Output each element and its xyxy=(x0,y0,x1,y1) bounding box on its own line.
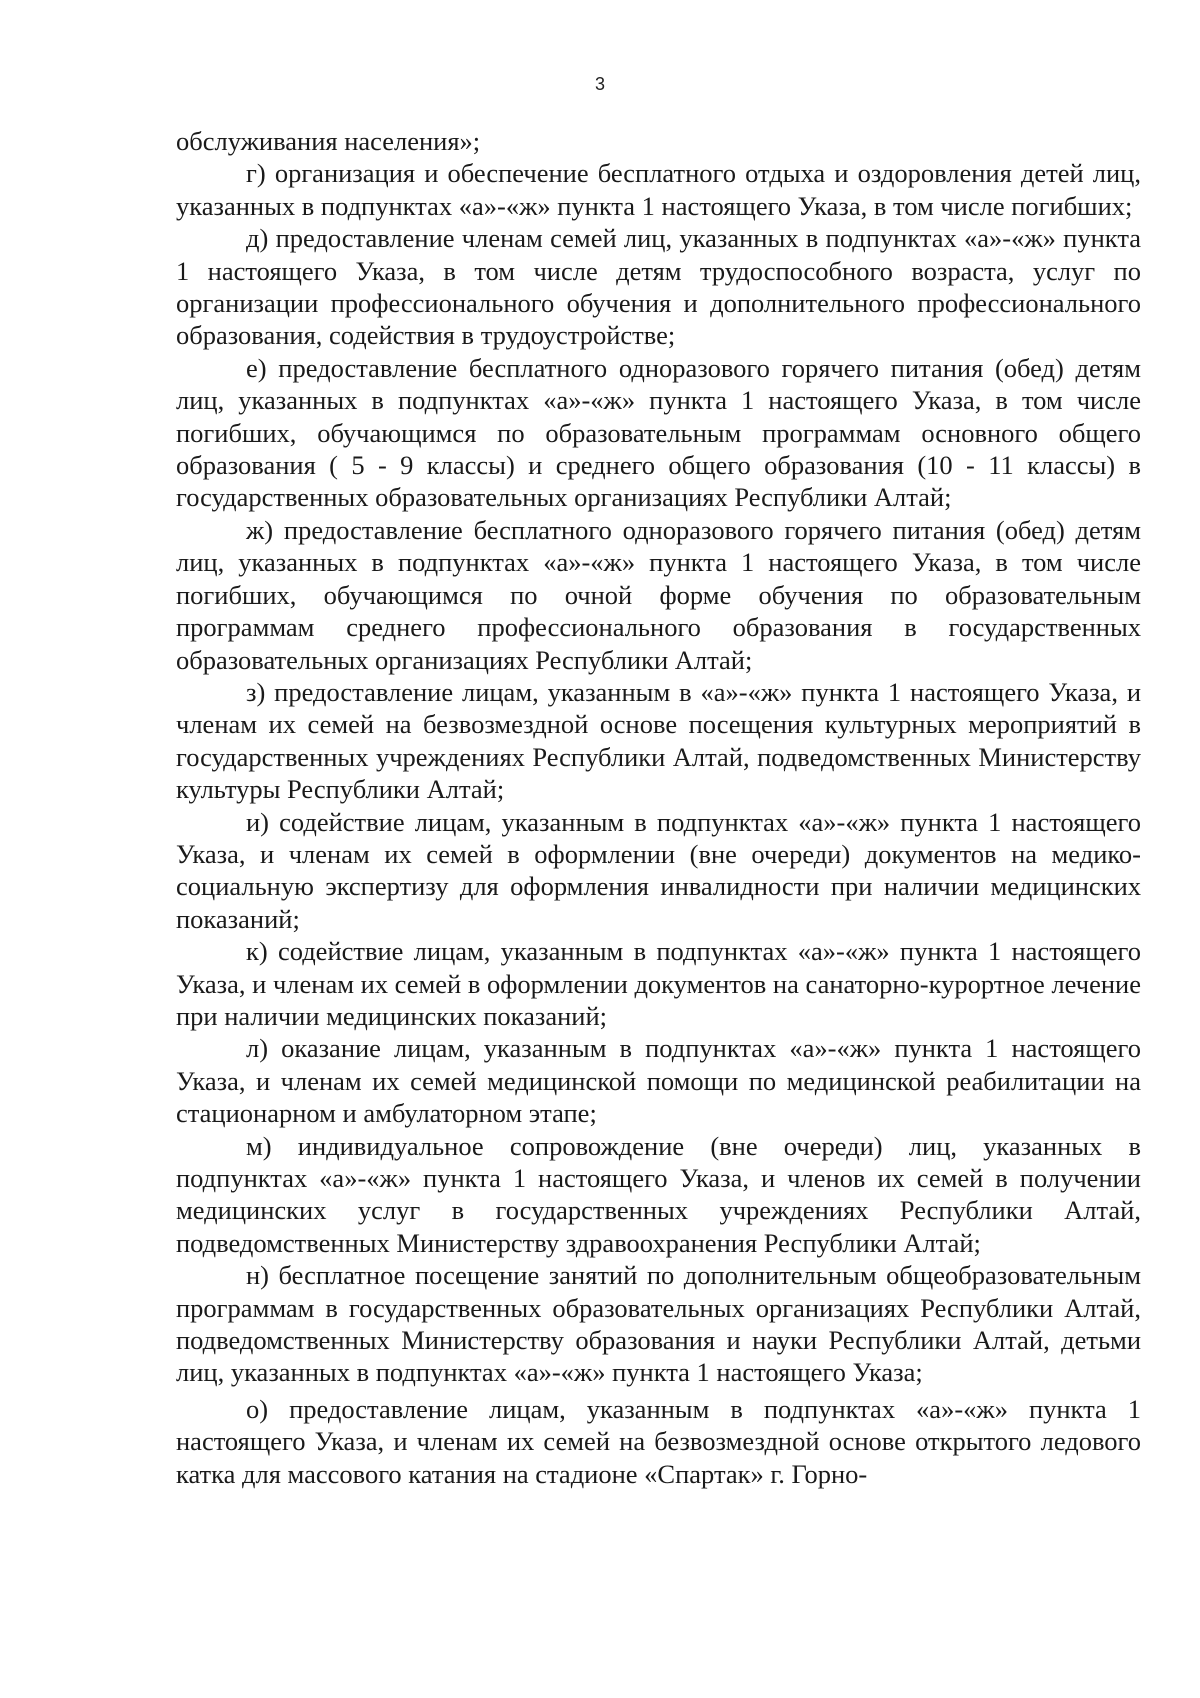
paragraph-k: к) содействие лицам, указанным в подпунктах «а»-«ж» пункта 1 настоящего Указа, и членам их семей в оформлении документов на санаторно-курортное лечение при наличии медицинских показаний; xyxy=(176,936,1141,1031)
paragraph-g: г) организация и обеспечение бесплатного отдыха и оздоровления детей лиц, указанных в подпунктах «а»-«ж» пункта 1 настоящего Указа, в том числе погибших; xyxy=(176,158,1141,221)
document-body xyxy=(176,125,1141,1490)
paragraph-l: л) оказание лицам, указанным в подпунктах «а»-«ж» пункта 1 настоящего Указа, и членам их семей медицинской помощи по медицинской реабилитации на стационарном и амбулаторном этапе; xyxy=(176,1033,1141,1129)
paragraph-zh: ж) предоставление бесплатного одноразового горячего питания (обед) детям лиц, указанных в подпунктах «а»-«ж» пункта 1 настоящего Указа, в том числе погибших, обучающимся по очной форме обучения по образовательным программам среднего профессионального образования в государственных образовательных организациях Республики Алтай; xyxy=(176,514,1141,675)
paragraph-m: м) индивидуальное сопровождение (вне очереди) лиц, указанных в подпунктах «а»-«ж» пункта 1 настоящего Указа, и членов их семей в получении медицинских услуг в государственных учреждениях Республики Алтай, подведомственных Министерству здравоохранения Республики Алтай; xyxy=(176,1130,1141,1258)
page-number: 3 xyxy=(594,74,605,94)
paragraph-o: о) предоставление лицам, указанным в подпунктах «а»-«ж» пункта 1 настоящего Указа, и членам их семей на безвозмездной основе открытого ледового катка для массового катания на стадионе «Спартак» г. Горно- xyxy=(176,1393,1141,1489)
paragraph-continuation: обслуживания населения»; xyxy=(176,126,481,156)
paragraph-d: д) предоставление членам семей лиц, указанных в подпунктах «а»-«ж» пункта 1 настоящего Указа, в том числе детям трудоспособного возраста, услуг по организации профессионального обучения и дополнительного профессионального образования, содействия в трудоустройстве; xyxy=(176,223,1141,351)
paragraph-n: н) бесплатное посещение занятий по дополнительным общеобразовательным программам в государственных образовательных организациях Республики Алтай, подведомственных Министерству образования и науки Республики Алтай, детьми лиц, указанных в подпунктах «а»-«ж» пункта 1 настоящего Указа; xyxy=(176,1260,1141,1388)
paragraph-z: з) предоставление лицам, указанным в «а»-«ж» пункта 1 настоящего Указа, и членам их семей на безвозмездной основе посещения культурных мероприятий в государственных учреждениях Республики Алтай, подведомственных Министерству культуры Республики Алтай; xyxy=(176,676,1141,805)
paragraph-i: и) содействие лицам, указанным в подпунктах «а»-«ж» пункта 1 настоящего Указа, и членам их семей в оформлении (вне очереди) документов на медико-социальную экспертизу для оформления инвалидности при наличии медицинских показаний; xyxy=(176,806,1141,934)
paragraph-e: е) предоставление бесплатного одноразового горячего питания (обед) детям лиц, указанных в подпунктах «а»-«ж» пункта 1 настоящего Указа, в том числе погибших, обучающимся по образовательным программам основного общего образования ( 5 - 9 классы) и среднего общего образования (10 - 11 классы) в государственных образовательных организациях Республики Алтай; xyxy=(176,352,1141,513)
